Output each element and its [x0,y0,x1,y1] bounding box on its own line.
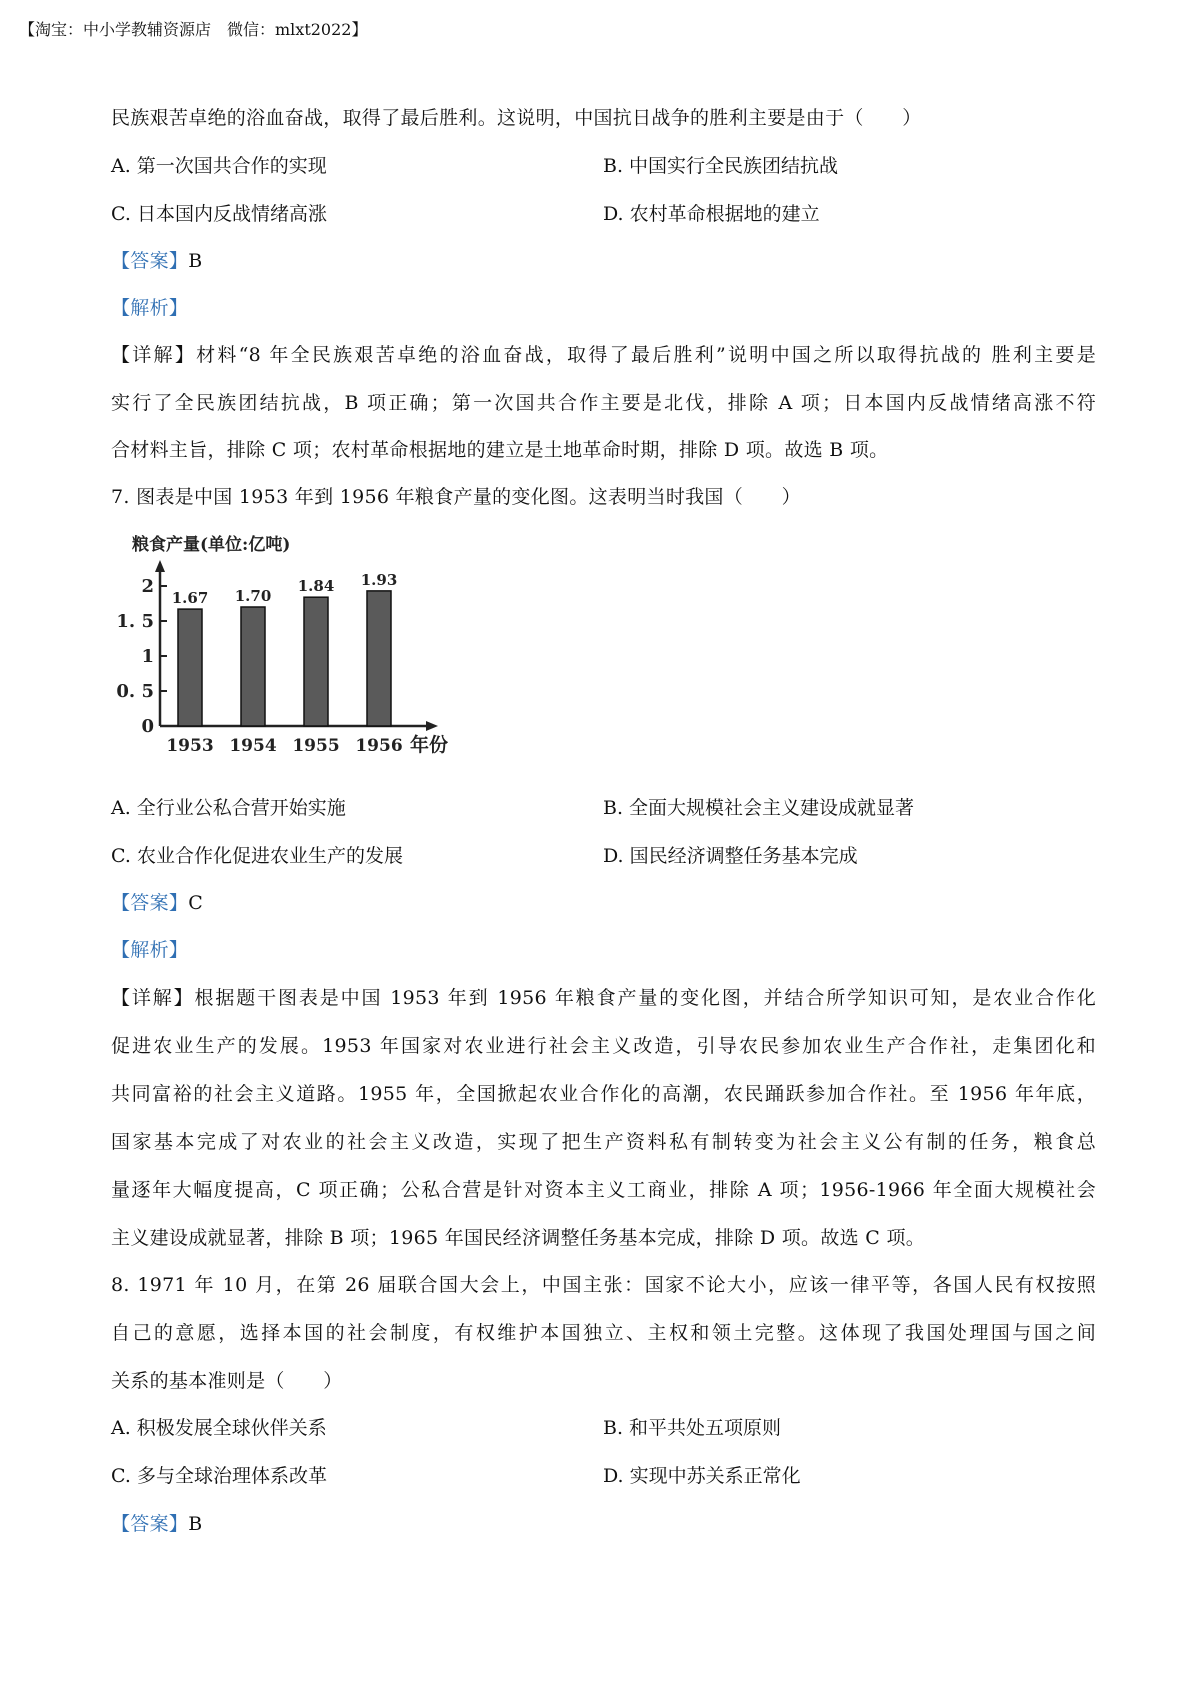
q7-option-d: D. 国民经济调整任务基本完成 [603,845,858,867]
q8-stem-line-2: 自己的意愿，选择本国的社会制度，有权维护本国独立、主权和领土完整。这体现了我国处理国与国之间 [111,1322,1096,1344]
detail-text: 材料“8 年全民族艰苦卓绝的浴血奋战，取得了最后胜利”说明中国之所以取得抗战的 胜利主要是 [196,344,1096,366]
q8-stem-line-1: 8. 1971 年 10 月，在第 26 届联合国大会上，中国主张：国家不论大小，应该一律平等，各国人民有权按照 [111,1274,1096,1296]
y-tick-label: 1. 5 [116,611,154,632]
q6-detail-line-1 [111,340,1096,367]
q7-detail-line-4: 国家基本完成了对农业的社会主义改造，实现了把生产资料私有制转变为社会主义公有制的任务，粮食总 [111,1131,1096,1153]
answer-tag: 【答案】 [111,1513,189,1535]
answer-value: B [188,1513,203,1535]
q6-answer [111,246,202,273]
answer-value: B [188,250,203,272]
detail-text: 根据题干图表是中国 1953 年到 1956 年粮食产量的变化图，并结合所学知识可知，是农业合作化 [194,987,1096,1009]
q6-option-c: C. 日本国内反战情绪高涨 [111,203,327,225]
bar-value-label: 1.67 [171,589,209,608]
x-tick-label: 1956 [355,736,403,756]
q7-detail-line-5: 量逐年大幅度提高，C 项正确；公私合营是针对资本主义工商业，排除 A 项；1956-1966 年全面大规模社会 [111,1179,1096,1201]
watermark-header: 【淘宝：中小学教辅资源店 微信：mlxt2022】 [19,20,368,39]
q8-stem-line-3: 关系的基本准则是（ ） [111,1370,343,1392]
q6-option-d: D. 农村革命根据地的建立 [603,203,820,225]
x-tick-label: 1954 [229,736,277,756]
q8-option-a: A. 积极发展全球伙伴关系 [111,1417,327,1439]
q8-answer [111,1509,202,1536]
q6-stem-tail: 民族艰苦卓绝的浴血奋战，取得了最后胜利。这说明，中国抗日战争的胜利主要是由于（ ） [111,107,922,129]
bar [241,607,265,726]
y-tick-label: 0. 5 [116,681,154,702]
q7-analysis-tag: 【解析】 [111,939,189,961]
x-tick-label: 1955 [292,736,340,756]
x-tick-label: 1953 [166,736,214,756]
q7-answer [111,888,203,915]
q8-option-c: C. 多与全球治理体系改革 [111,1465,327,1487]
bar-value-label: 1.84 [297,577,335,596]
answer-tag: 【答案】 [111,250,189,272]
q7-detail-line-3: 共同富裕的社会主义道路。1955 年，全国掀起农业合作化的高潮，农民踊跃参加合作社。至 1956 年年底， [111,1083,1096,1105]
detail-tag: 【详解】 [111,987,195,1009]
q7-option-b: B. 全面大规模社会主义建设成就显著 [603,797,915,819]
q6-analysis-tag: 【解析】 [111,297,189,319]
grain-output-chart [108,530,468,765]
answer-value: C [188,892,204,914]
q7-detail-line-6: 主义建设成就显著，排除 B 项；1965 年国民经济调整任务基本完成，排除 D 项。故选 C 项。 [111,1227,926,1249]
q8-option-b: B. 和平共处五项原则 [603,1417,782,1439]
bar-value-label: 1.93 [360,570,398,589]
x-axis-arrow [426,721,438,731]
answer-tag: 【答案】 [111,892,189,914]
y-tick-label: 2 [141,576,154,597]
detail-tag: 【详解】 [111,344,197,366]
y-tick-label: 0 [141,716,154,737]
y-axis-arrow [155,560,165,572]
q6-option-a: A. 第一次国共合作的实现 [111,155,327,177]
q6-option-b: B. 中国实行全民族团结抗战 [603,155,839,177]
bar-value-label: 1.70 [234,587,272,605]
q6-detail-line-3: 合材料主旨，排除 C 项；农村革命根据地的建立是土地革命时期，排除 D 项。故选 B 项。 [111,439,889,461]
q7-detail-line-1 [111,983,1096,1010]
q8-option-d: D. 实现中苏关系正常化 [603,1465,801,1487]
q7-detail-line-2: 促进农业生产的发展。1953 年国家对农业进行社会主义改造，引导农民参加农业生产合作社，走集团化和 [111,1035,1096,1057]
chart-xlabel: 年份 [410,734,449,756]
q7-option-c: C. 农业合作化促进农业生产的发展 [111,845,403,867]
chart-ylabel: 粮食产量(单位:亿吨) [132,535,291,555]
q7-option-a: A. 全行业公私合营开始实施 [111,797,346,819]
bar [304,597,328,726]
q6-detail-line-2: 实行了全民族团结抗战，B 项正确；第一次国共合作主要是北伐，排除 A 项；日本国内反战情绪高涨不符 [111,392,1096,414]
bar [367,591,391,726]
y-tick-label: 1 [141,646,154,667]
bar [178,609,202,726]
q7-stem: 7. 图表是中国 1953 年到 1956 年粮食产量的变化图。这表明当时我国（ ） [111,486,801,508]
